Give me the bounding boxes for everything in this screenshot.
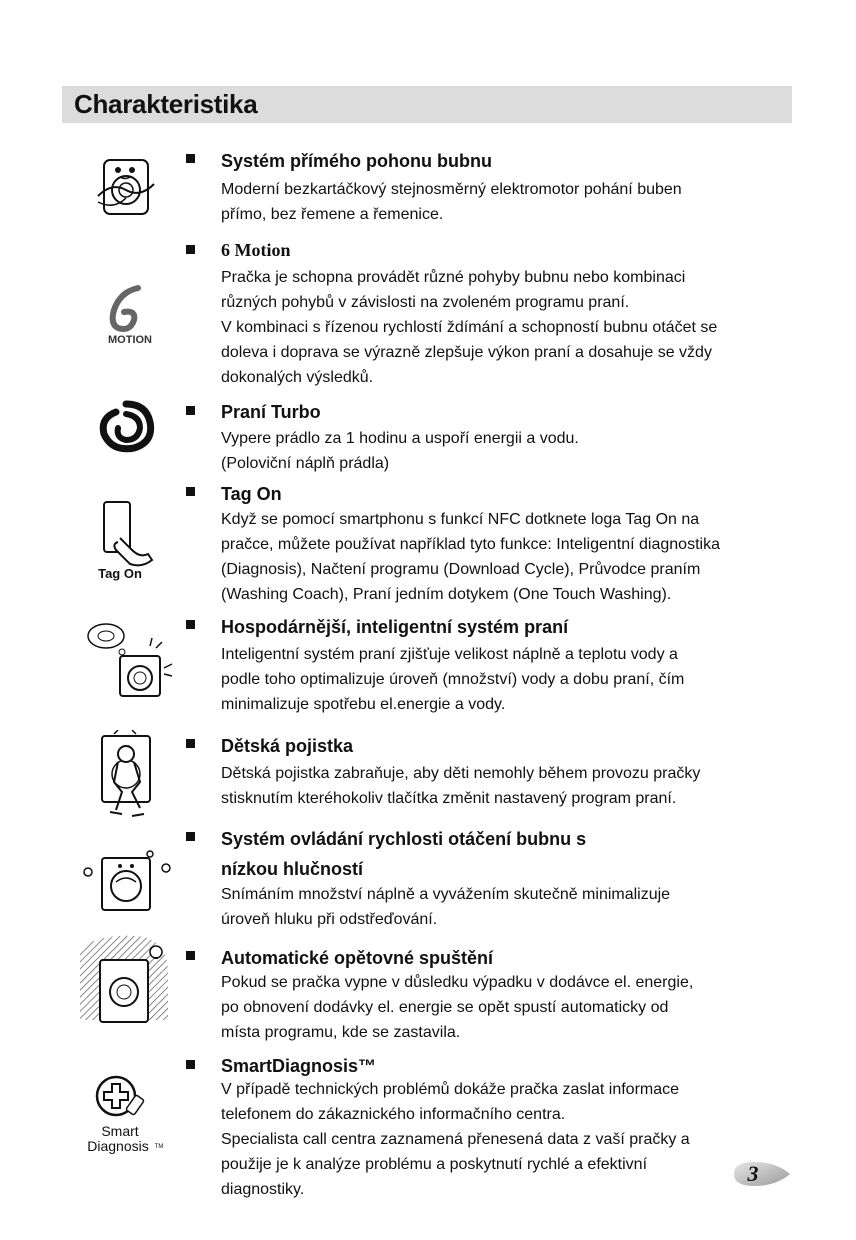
feature-description: Pokud se pračka vypne v důsledku výpadku v dodávce el. energie, po obnovení dodávky el. energie se opět spustí automaticky od místa programu, kde se zastavila. (221, 974, 694, 1041)
low-noise-washer-icon (80, 846, 174, 912)
bullet (186, 245, 195, 254)
tag-on-icon (92, 498, 156, 584)
feature-title: Automatické opětovné spuštění (221, 948, 494, 968)
bullet (186, 1060, 195, 1069)
child-lock-icon (96, 730, 158, 826)
turbo-wash-icon (96, 398, 156, 454)
page-title: Charakteristika (74, 89, 258, 119)
feature-title: Systém ovládání rychlosti otáčení bubnu s (221, 829, 587, 849)
bullet (186, 406, 195, 415)
6-motion-logo-icon (98, 284, 162, 346)
feature-title: Praní Turbo (221, 402, 321, 422)
section-header (62, 86, 792, 123)
smart-diagnosis-icon (86, 1072, 166, 1158)
feature-description: Snímáním množství náplně a vyvážením skutečně minimalizuje úroveň hluku při odstřeďování. (221, 886, 671, 928)
feature-title: SmartDiagnosis™ (221, 1056, 377, 1076)
feature-description: Když se pomocí smartphonu s funkcí NFC dotknete loga Tag On na pračce, můžete používat například tyto funkce: Inteligentní diagnostika (Diagnosis), Načtení programu (Download Cycle), Průvodce praním (Washing Coach), Praní jedním dotykem (One Touch Washing). (221, 511, 720, 603)
bullet (186, 739, 195, 748)
bullet (186, 154, 195, 163)
feature-title: Dětská pojistka (221, 736, 354, 756)
feature-title-line2: nízkou hlučností (221, 859, 363, 879)
bullet (186, 487, 195, 496)
bullet (186, 832, 195, 841)
tag-on-label: Tag On (98, 566, 142, 581)
smart-washer-thinking-icon (84, 618, 174, 698)
feature-description: Dětská pojistka zabraňuje, aby děti nemohly během provozu pračky stisknutím kteréhokoliv tlačítka změnit nastavený program praní. (221, 765, 701, 807)
feature-title: 6 Motion (221, 240, 291, 260)
feature-title: Systém přímého pohonu bubnu (221, 151, 492, 171)
bullet (186, 620, 195, 629)
feature-title: Hospodárnější, inteligentní systém praní (221, 617, 569, 637)
page-number-badge (728, 1158, 792, 1190)
auto-restart-icon (76, 930, 172, 1026)
feature-title: Tag On (221, 484, 282, 504)
bullet (186, 951, 195, 960)
feature-description: Pračka je schopna provádět různé pohyby bubnu nebo kombinaci různých pohybů v závislosti na zvoleném programu praní. V kombinaci s řízenou rychlostí ždímání a schopností bubnu otáčet se doleva i doprava se výrazně zlepšuje výkon praní a dosahuje se vždy dokonalých výsledků. (221, 269, 718, 386)
motion-logo-text: MOTION (108, 334, 152, 346)
feature-description: V případě technických problémů dokáže pračka zaslat informace telefonem do zákaznického informačního centra. Specialista call centra zaznamená přenesená data z vaší pračky a použije je k analýze problému a poskytnutí rychlé a efektivní diagnostiky. (221, 1081, 690, 1198)
smart-label: Smart (101, 1123, 139, 1139)
diagnosis-label: Diagnosis (87, 1138, 149, 1154)
feature-description: Vypere prádlo za 1 hodinu a uspoří energii a vodu. (Poloviční náplň prádla) (221, 430, 579, 472)
feature-description: Moderní bezkartáčkový stejnosměrný elektromotor pohání buben přímo, bez řemene a řemenice. (221, 181, 682, 223)
direct-drive-washer-icon (92, 152, 160, 222)
page-number: 3 (747, 1161, 759, 1186)
feature-description: Inteligentní systém praní zjišťuje velikost náplně a teplotu vody a podle toho optimalizuje úroveň (množství) vody a dobu praní, čím minimalizuje spotřebu el.energie a vody. (221, 646, 685, 713)
trademark-label: TM (154, 1144, 164, 1150)
